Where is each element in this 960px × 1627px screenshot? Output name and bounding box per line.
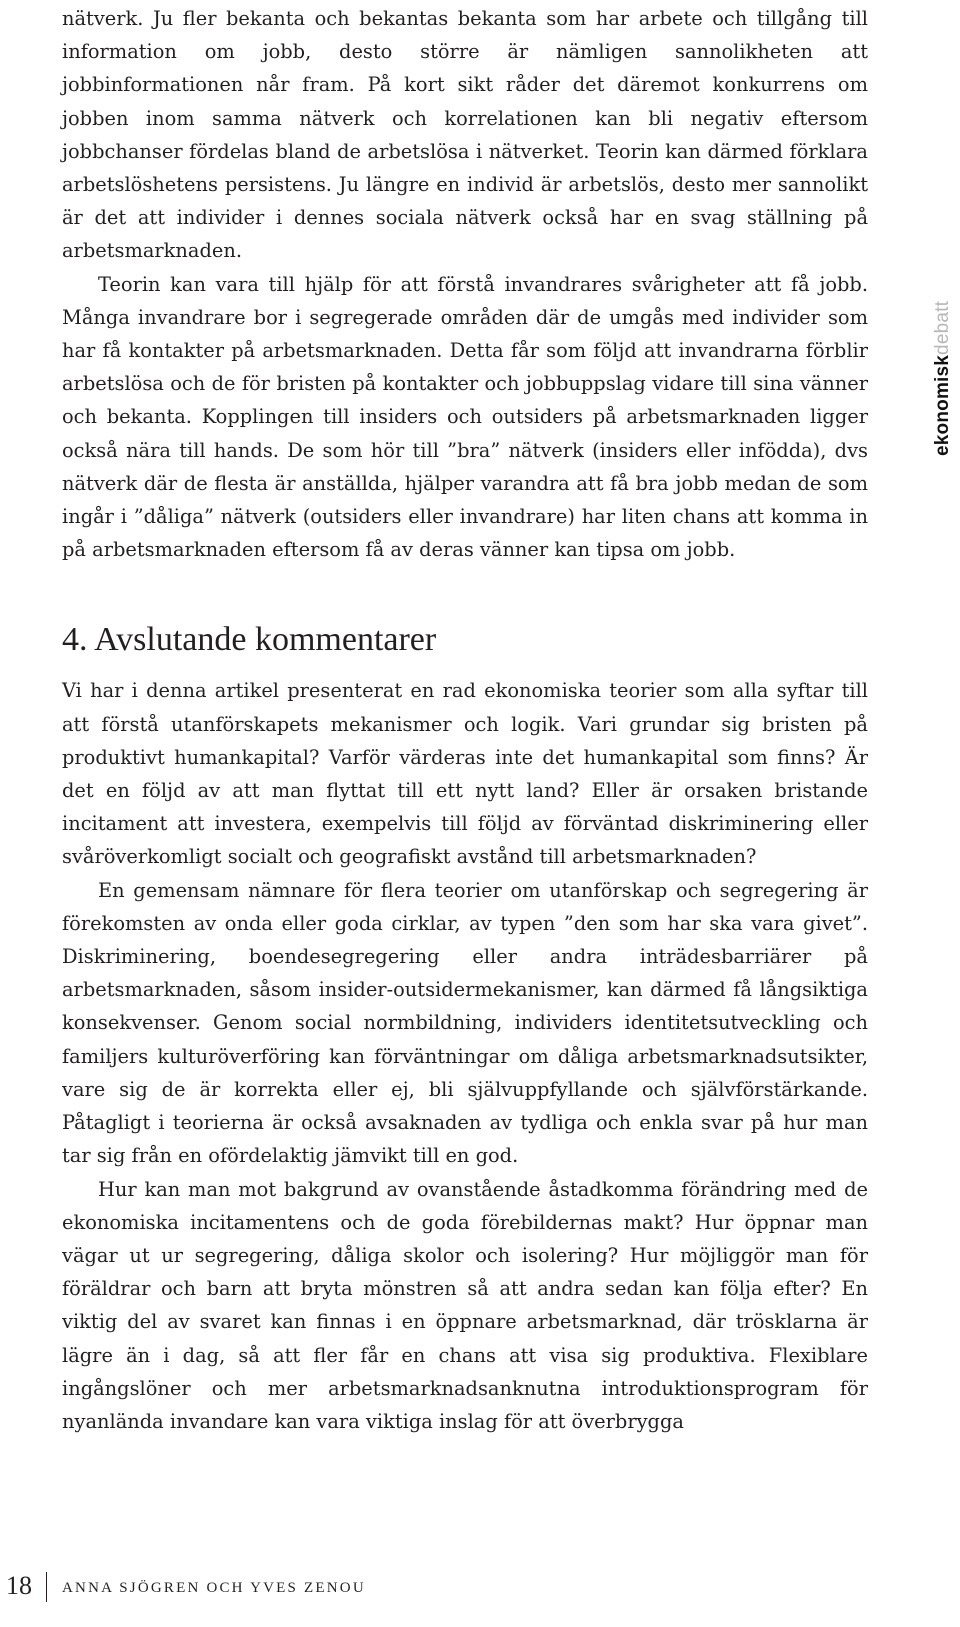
page-number: 18	[6, 1571, 32, 1600]
body-paragraph: Hur kan man mot bakgrund av ovanstående åstadkomma förändring med de ekonomiska incitamentens och de goda förebildernas makt? Hur öppnar man vägar ut ur segregering, dåliga skolor och isolering? Hur möjliggör man för föräldrar och barn att bryta mönstren så att andra sedan kan följa efter? En viktig del av svaret kan finnas i en öppnare arbetsmarknad, där trösklarna är lägre än i dag, så att fler får en chans att visa sig produktiva. Flexiblare ingångslöner och mer arbetsmarknadsanknutna introduktionsprogram för nyanlända invandare kan vara viktiga inslag för att överbrygga	[62, 1177, 868, 1433]
journal-sidebar-tag	[910, 276, 953, 456]
article-column	[62, 2, 868, 1438]
brand-strong-text: ekonomisk	[932, 354, 953, 456]
body-paragraph: Teorin kan vara till hjälp för att förstå invandrares svårigheter att få jobb. Många invandrare bor i segregerade områden där de umgås med individer som har få kontakter på arbetsmarknaden. Detta får som följd att invandrarna förblir arbetslösa och de för bristen på kontakter och jobbuppslag vidare till sina vänner och bekanta. Kopplingen till insiders och outsiders på arbetsmarknaden ligger också nära till hands. De som hör till ”bra” nätverk (insiders eller infödda), dvs nätverk där de flesta är anställda, hjälper varandra att få bra jobb medan de som ingår i ”dåliga” nätverk (outsiders eller invandrare) har liten chans att komma in på arbetsmarknaden eftersom få av deras vänner kan tipsa om jobb.	[62, 272, 868, 562]
body-paragraph: nätverk. Ju fler bekanta och bekantas bekanta som har arbete och tillgång till information om jobb, desto större är nämligen sannolikheten att jobbinformationen når fram. På kort sikt råder det däremot konkurrens om jobben inom samma nätverk och korrelationen kan bli negativ eftersom jobbchanser fördelas bland de arbetslösa i nätverket. Teorin kan därmed förklara arbetslöshetens persistens. Ju längre en individ är arbetslös, desto mer sannolikt är det att individer i dennes sociala nätverk också har en svag ställning på arbetsmarknaden.	[62, 7, 868, 263]
section-heading: 4. Avslutande kommentarer	[62, 621, 437, 659]
body-paragraph: Vi har i denna artikel presenterat en rad ekonomiska teorier som alla syftar till att förstå utanförskapets mekanismer och logik. Vari grundar sig bristen på produktivt humankapital? Varför värderas inte det humankapital som finns? Är det en följd av att man flyttat till ett nytt land? Eller är orsaken bristande incitament att investera, exempelvis till följd av förväntad diskriminering eller svåröverkomligt socialt och geografiskt avstånd till arbetsmarknaden?	[62, 679, 868, 869]
section-spacer	[62, 566, 868, 594]
brand-light-text: debatt	[932, 300, 953, 355]
running-author: ANNA SJÖGREN OCH YVES ZENOU	[62, 1580, 366, 1596]
footer-divider	[46, 1572, 47, 1602]
page-footer	[0, 1566, 960, 1606]
body-paragraph: En gemensam nämnare för flera teorier om utanförskap och segregering är förekomsten av onda eller goda cirklar, av typen ”den som har ska vara givet”. Diskriminering, boendesegregering eller andra inträdesbarriärer på arbetsmarknaden, såsom insider-outsidermekanismer, kan därmed få långsiktiga konsekvenser. Genom social normbildning, individers identitetsutveckling och familjers kulturöverföring kan förväntningar om dåliga arbetsmarknadsutsikter, vare sig de är korrekta eller ej, bli självuppfyllande och självförstärkande. Påtagligt i teorierna är också avsaknaden av tydliga och enkla svar på hur man tar sig från en ofördelaktig jämvikt till en god.	[62, 878, 868, 1168]
journal-brand	[932, 301, 954, 456]
